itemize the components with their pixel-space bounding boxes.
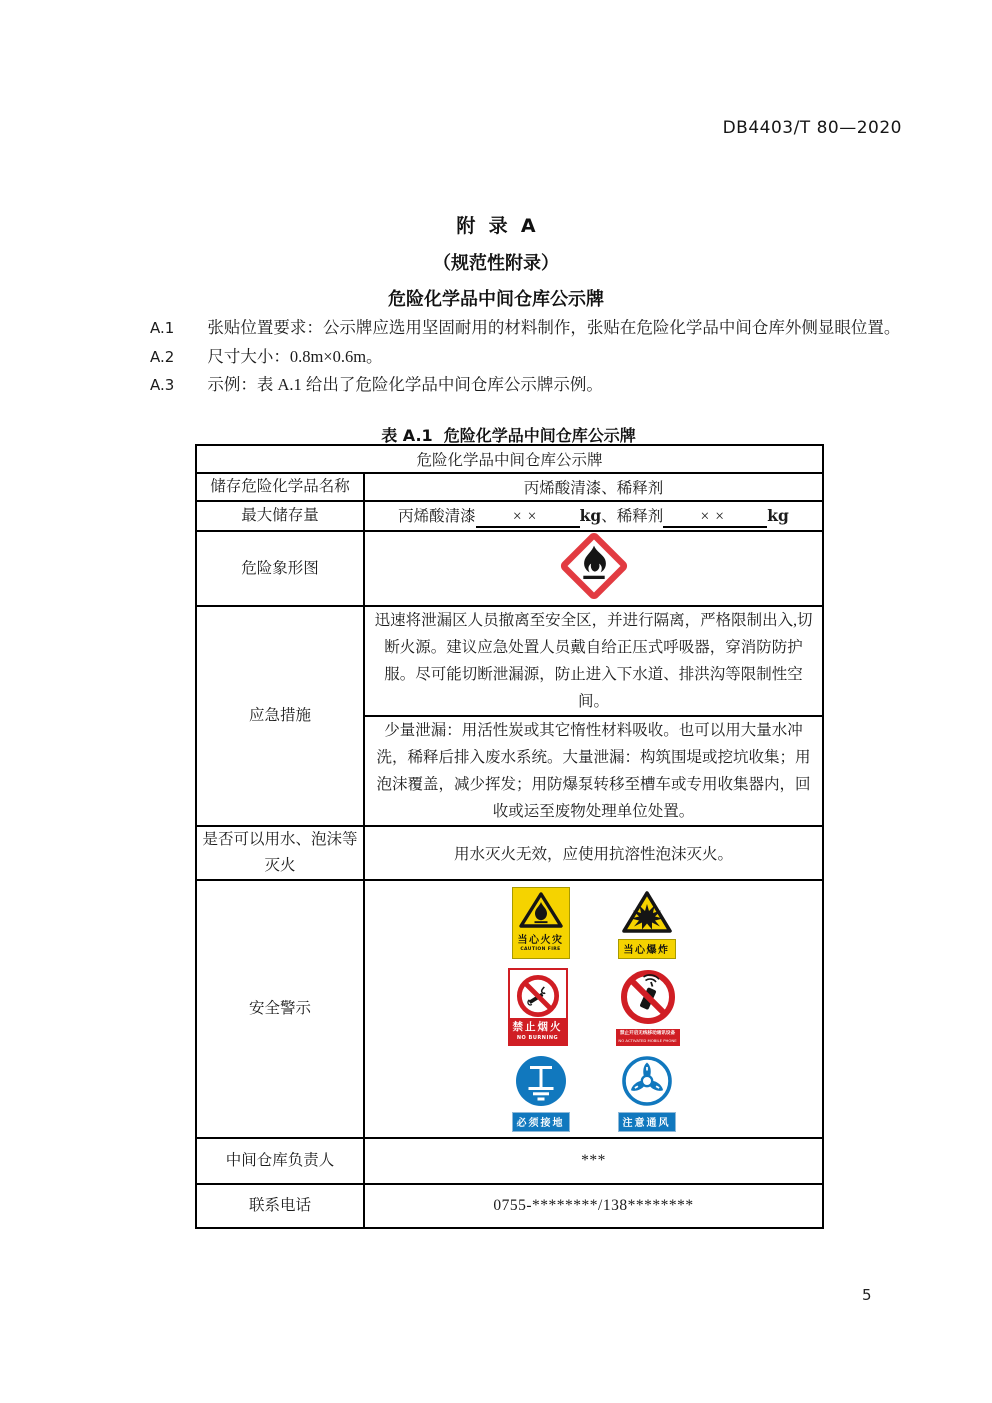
must-ground-icon	[515, 1055, 567, 1107]
max-storage-label: 最大储存量	[196, 501, 364, 531]
table-row	[196, 531, 823, 606]
safety-signs-grid	[369, 883, 818, 1136]
clause-a3	[100, 371, 902, 400]
standard-code: DB4403/T 80—2020	[722, 118, 902, 138]
caution-fire-plate	[512, 887, 570, 959]
prohibit-mobile-phone-icon	[620, 969, 676, 1025]
emergency-text-1: 迅速将泄漏区人员撤离至安全区，并进行隔离，严格限制出入,切断火源。建议应急处置人员戴自给正压式呼吸器，穿消防防护服。尽可能切断泄漏源，防止进入下水道、排洪沟等限制性空间。	[364, 606, 823, 716]
pictogram-label: 危险象形图	[196, 531, 364, 606]
ventilation-zh: 注意通风	[618, 1112, 676, 1132]
caution-fire-zh: 当心火灾	[517, 934, 564, 946]
max-item1: 丙烯酸清漆	[398, 508, 476, 526]
clause-list	[100, 314, 902, 400]
no-burning-band	[510, 1018, 566, 1044]
max-separator: 、	[601, 508, 617, 526]
clause-a1-text: 张贴位置要求：公示牌应选用坚固耐用的材料制作，张贴在危险化学品中间仓库外侧显眼位置。	[207, 318, 901, 337]
extinguish-label: 是否可以用水、泡沫等灭火	[196, 826, 364, 880]
warning-fire-icon	[519, 891, 563, 929]
signs-row-3	[512, 1055, 676, 1132]
sign-ventilation	[618, 1055, 676, 1132]
table-row	[196, 826, 823, 880]
ghs-flammable-icon	[558, 532, 630, 600]
no-burning-plate	[508, 968, 568, 1046]
table-row	[196, 1184, 823, 1228]
page-number: 5	[862, 1286, 872, 1304]
pictogram-cell	[364, 531, 823, 606]
ventilation-icon	[621, 1055, 673, 1107]
signs-row-1	[512, 887, 676, 959]
clause-a1	[100, 314, 902, 343]
table-row	[196, 501, 823, 531]
table-row	[196, 606, 823, 716]
table-row	[196, 1138, 823, 1184]
phone-label: 联系电话	[196, 1184, 364, 1228]
emergency-label: 应急措施	[196, 606, 364, 826]
max-item2: 稀释剂	[616, 508, 664, 526]
caution-fire-en: CAUTION FIRE	[520, 946, 561, 952]
no-burning-en: NO BURNING	[516, 1034, 559, 1041]
warning-signs-cell	[364, 880, 823, 1138]
table-row	[196, 880, 823, 1138]
manager-value: ***	[364, 1138, 823, 1184]
storage-name-value: 丙烯酸清漆、稀释剂	[364, 473, 823, 501]
board-title-cell: 危险化学品中间仓库公示牌	[196, 445, 823, 473]
max-blank1: ××	[476, 509, 580, 527]
prohibit-burning-icon	[515, 974, 561, 1018]
no-burning-zh: 禁止烟火	[512, 1020, 563, 1033]
clause-a3-number: A.3	[150, 376, 175, 394]
appendix-subtitle: （规范性附录）	[433, 253, 559, 274]
appendix-title-block	[0, 211, 992, 311]
max-unit1: kg	[579, 506, 602, 526]
clause-a3-text: 示例：表 A.1 给出了危险化学品中间仓库公示牌示例。	[207, 375, 603, 394]
clause-a2-number: A.2	[150, 347, 175, 366]
no-mobile-en: NO ACTIVATED MOBILE PHONE	[618, 1038, 677, 1043]
caution-explosion-zh: 当心爆炸	[618, 939, 676, 959]
sign-must-ground	[512, 1055, 570, 1132]
max-blank2: ××	[663, 509, 767, 527]
extinguish-value: 用水灭火无效，应使用抗溶性泡沫灭火。	[364, 826, 823, 880]
sign-caution-explosion	[618, 890, 676, 959]
warning-explosion-icon	[622, 890, 672, 934]
sign-no-mobile-phone	[616, 969, 680, 1045]
storage-name-label: 储存危险化学品名称	[196, 473, 364, 501]
warning-label: 安全警示	[196, 880, 364, 1138]
notice-board-table	[195, 444, 824, 1229]
clause-a2-text: 尺寸大小：0.8m×0.6m。	[207, 346, 383, 366]
sign-caution-fire	[512, 887, 570, 959]
appendix-title: 附 录 A	[456, 215, 536, 237]
clause-a2	[100, 343, 902, 372]
sign-no-burning	[508, 968, 568, 1046]
max-storage-value	[364, 501, 823, 531]
manager-label: 中间仓库负责人	[196, 1138, 364, 1184]
phone-value: 0755-********/138********	[364, 1184, 823, 1228]
emergency-text-2: 少量泄漏：用活性炭或其它惰性材料吸收。也可以用大量水冲洗，稀释后排入废水系统。大量泄漏：构筑围堤或挖坑收集；用泡沫覆盖，减少挥发；用防爆泵转移至槽车或专用收集器内，回收或运至废物处理单位处置。	[364, 716, 823, 826]
table-row	[196, 445, 823, 473]
no-mobile-zh: 禁止开启无线移动通讯设备	[619, 1031, 676, 1037]
appendix-heading: 危险化学品中间仓库公示牌	[388, 289, 604, 310]
no-mobile-band	[616, 1029, 680, 1045]
clause-a1-number: A.1	[150, 319, 175, 337]
table-row	[196, 473, 823, 501]
table-caption: 表 A.1 危险化学品中间仓库公示牌	[381, 426, 636, 445]
must-ground-zh: 必须接地	[512, 1112, 570, 1132]
max-unit2: kg	[767, 506, 789, 526]
signs-row-2	[508, 968, 680, 1046]
